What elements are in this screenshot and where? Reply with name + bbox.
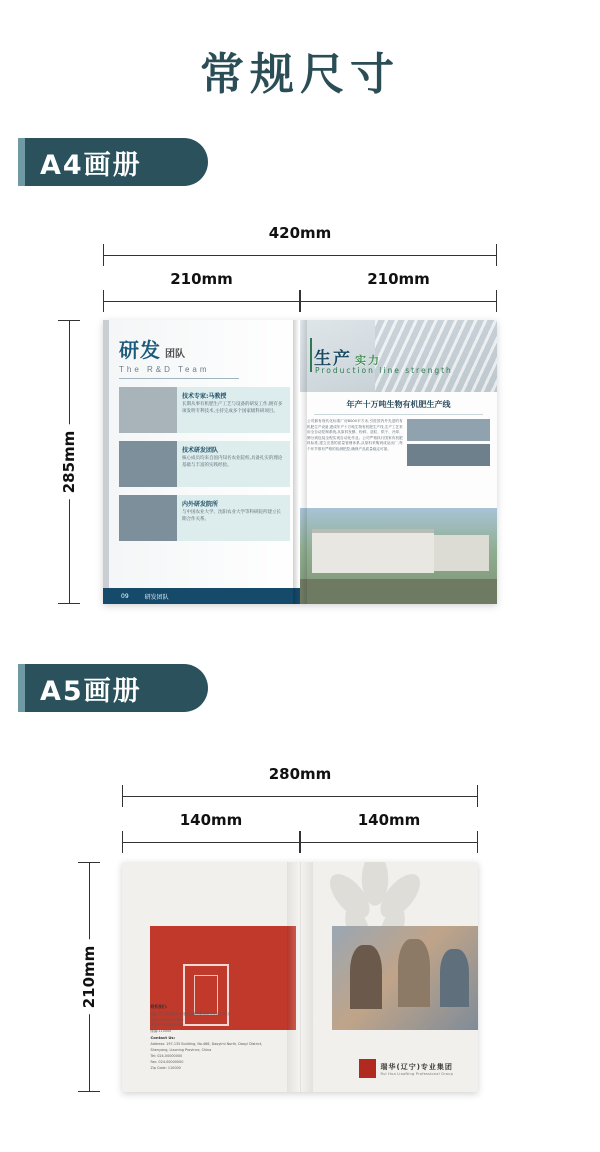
- factory-building: [312, 529, 434, 573]
- a4-card-text: 与中国农业大学、沈阳农业大学等科研院所建立长期合作关系。: [182, 510, 281, 522]
- a5-contact-line-en: Tel: 024-00000000: [150, 1053, 183, 1058]
- a5-contact-line: 地址:辽宁省沈阳市沈北新区蒲河新城道义经济开发区: [150, 1011, 230, 1016]
- a4-card-title: 内外研发院所: [182, 501, 219, 508]
- dim-line: [300, 301, 497, 302]
- dim-cap-right: [477, 831, 478, 853]
- a5-contact-title: 联系我们:: [150, 1004, 168, 1010]
- a5-contact-block: [150, 1004, 285, 1071]
- a4-left-page: [103, 320, 300, 604]
- a4-right-photo-stack: [407, 419, 490, 466]
- a4-right-page: [300, 320, 497, 604]
- a4-card-thumbnail: [119, 387, 177, 433]
- a5-logo-en: Rui Hua LiaoNing Professional Group: [380, 1071, 454, 1076]
- a4-right-factory-photo: [300, 508, 497, 604]
- dim-line: [122, 842, 300, 843]
- a5-total-width-label: 280mm: [122, 765, 478, 783]
- dim-cap-bottom: [78, 1091, 100, 1092]
- a4-left-footer: [103, 588, 300, 604]
- a4-left-heading-cn: 研发: [119, 338, 161, 362]
- factory-ground: [300, 579, 497, 604]
- section-label-a4-text: A4画册: [40, 149, 142, 181]
- a4-right-photo: [407, 444, 490, 466]
- dim-cap-top: [58, 320, 80, 321]
- photo-person: [440, 949, 469, 1007]
- page-title: 常规尺寸: [200, 49, 400, 100]
- dim-cap-left: [300, 831, 301, 853]
- a4-hero-accent-bar: [310, 338, 312, 372]
- a4-card-thumbnail: [119, 441, 177, 487]
- a4-card-body: [177, 387, 290, 433]
- a4-left-rule: [119, 378, 239, 379]
- a4-card-thumbnail: [119, 495, 177, 541]
- a4-right-half-dimension: [300, 270, 497, 312]
- factory-building-secondary: [434, 535, 489, 571]
- section-label-a5: [18, 664, 208, 712]
- a5-logo-cn: 瑞华(辽宁)专业集团: [380, 1062, 453, 1071]
- a5-team-photo: [332, 926, 478, 1030]
- dim-line: [103, 301, 300, 302]
- a4-card-text: 长期从事有机肥生产工艺与设备的研发工作,拥有多项发明专利技术,主持完成多个国家级科研项目。: [182, 402, 283, 414]
- dim-cap-left: [122, 831, 123, 853]
- a4-right-subhead: 年产十万吨生物有机肥生产线: [346, 400, 451, 409]
- a5-total-width-dimension: [122, 765, 478, 807]
- section-label-a5-text: A5画册: [40, 675, 142, 707]
- dim-cap-right: [496, 290, 497, 312]
- dim-cap-left: [103, 290, 104, 312]
- a4-left-card: [119, 495, 290, 541]
- a5-logo-text: [381, 1062, 454, 1076]
- a5-left-half-label: 140mm: [122, 811, 300, 829]
- a4-right-body-text: 公司拥有现代化标准厂房8000平方米,引进国内外先进的有机肥生产设备,建成年产十万吨生物有机肥生产线,生产工艺采用全自动控制系统,从原料发酵、粉碎、造粒、烘干、冷却、筛分到包装全程实现自动化作业。公司严格执行国家有机肥料标准,建立完善的质量管理体系,从原料采购到成品出厂,每个环节都有严格的检测把控,确保产品质量稳定可靠。: [307, 419, 403, 451]
- a5-contact-line: 邮编:110000: [150, 1029, 172, 1034]
- a4-card-body: [177, 495, 290, 541]
- a4-card-text: 核心成员均来自国内知名农业院校,具备扎实的理论基础与丰富的实践经验。: [182, 456, 283, 468]
- a4-card-title: 技术专家:马教授: [182, 393, 227, 400]
- a4-hero-pipes-photo: [375, 320, 497, 392]
- a5-contact-line-en: Fax: 024-00000000: [150, 1059, 184, 1064]
- a5-contact-line-en: Zip Code: 110000: [150, 1065, 181, 1070]
- a4-hero-title-cn: 生产: [314, 349, 352, 369]
- a4-height-label: 285mm: [58, 425, 80, 500]
- photo-person: [350, 945, 382, 1009]
- a4-right-subhead-rule: [314, 414, 483, 415]
- a4-height-dimension: [58, 320, 80, 604]
- a4-left-heading: [119, 334, 290, 363]
- dim-line: [103, 255, 497, 256]
- a4-right-hero: [300, 320, 497, 392]
- a5-contact-line-en: Shenyang, Liaoning Province, China: [150, 1048, 212, 1053]
- a5-height-label: 210mm: [78, 940, 100, 1015]
- a4-left-card: [119, 441, 290, 487]
- a5-contact-line: 传真:024-00000000: [150, 1023, 184, 1028]
- a4-right-half-label: 210mm: [300, 270, 497, 288]
- a5-brochure-preview: [122, 862, 478, 1092]
- a4-left-footer-text: 研发团队: [144, 593, 169, 601]
- dim-cap-top: [78, 862, 100, 863]
- a5-left-half-dimension: [122, 811, 300, 853]
- dim-cap-left: [300, 290, 301, 312]
- a4-hero-title-en: Production line strength: [315, 366, 453, 375]
- a4-card-title: 技术研发团队: [182, 447, 219, 454]
- dim-cap-left: [122, 785, 123, 807]
- a4-left-half-dimension: [103, 270, 300, 312]
- dim-line: [300, 842, 478, 843]
- a5-contact-title-en: Contact Us:: [150, 1034, 176, 1040]
- a5-right-half-dimension: [300, 811, 478, 853]
- section-label-a4: [18, 138, 208, 186]
- company-logo-mark-icon: [359, 1059, 376, 1078]
- a4-left-heading-en: The R&D Team: [119, 365, 210, 374]
- a4-left-half-label: 210mm: [103, 270, 300, 288]
- a4-left-card: [119, 387, 290, 433]
- a4-left-heading-cn-sub: 团队: [165, 349, 185, 360]
- a5-company-logo: [359, 1059, 454, 1078]
- a5-fold-line: [300, 862, 301, 1092]
- a4-right-columns: [300, 419, 497, 466]
- a4-hero-title-accent: 实力: [355, 354, 381, 367]
- a5-height-dimension: [78, 862, 100, 1092]
- a4-card-body: [177, 441, 290, 487]
- dim-cap-right: [477, 785, 478, 807]
- a4-total-width-label: 420mm: [103, 224, 497, 242]
- a4-brochure-preview: [103, 320, 497, 604]
- a5-contact-line: 电话:024-00000000: [150, 1017, 184, 1022]
- a4-right-photo: [407, 419, 490, 441]
- a4-left-footer-page-no: 09: [121, 592, 129, 600]
- dim-cap-bottom: [58, 603, 80, 604]
- a5-right-half-label: 140mm: [300, 811, 478, 829]
- photo-person: [398, 939, 430, 1007]
- dim-cap-right: [496, 244, 497, 266]
- a4-total-width-dimension: [103, 224, 497, 266]
- dim-line: [122, 796, 478, 797]
- dim-cap-left: [103, 244, 104, 266]
- a5-contact-line-en: Address: 197-135 Building, No.486, Daoyimi North, Daoyi District,: [150, 1042, 263, 1047]
